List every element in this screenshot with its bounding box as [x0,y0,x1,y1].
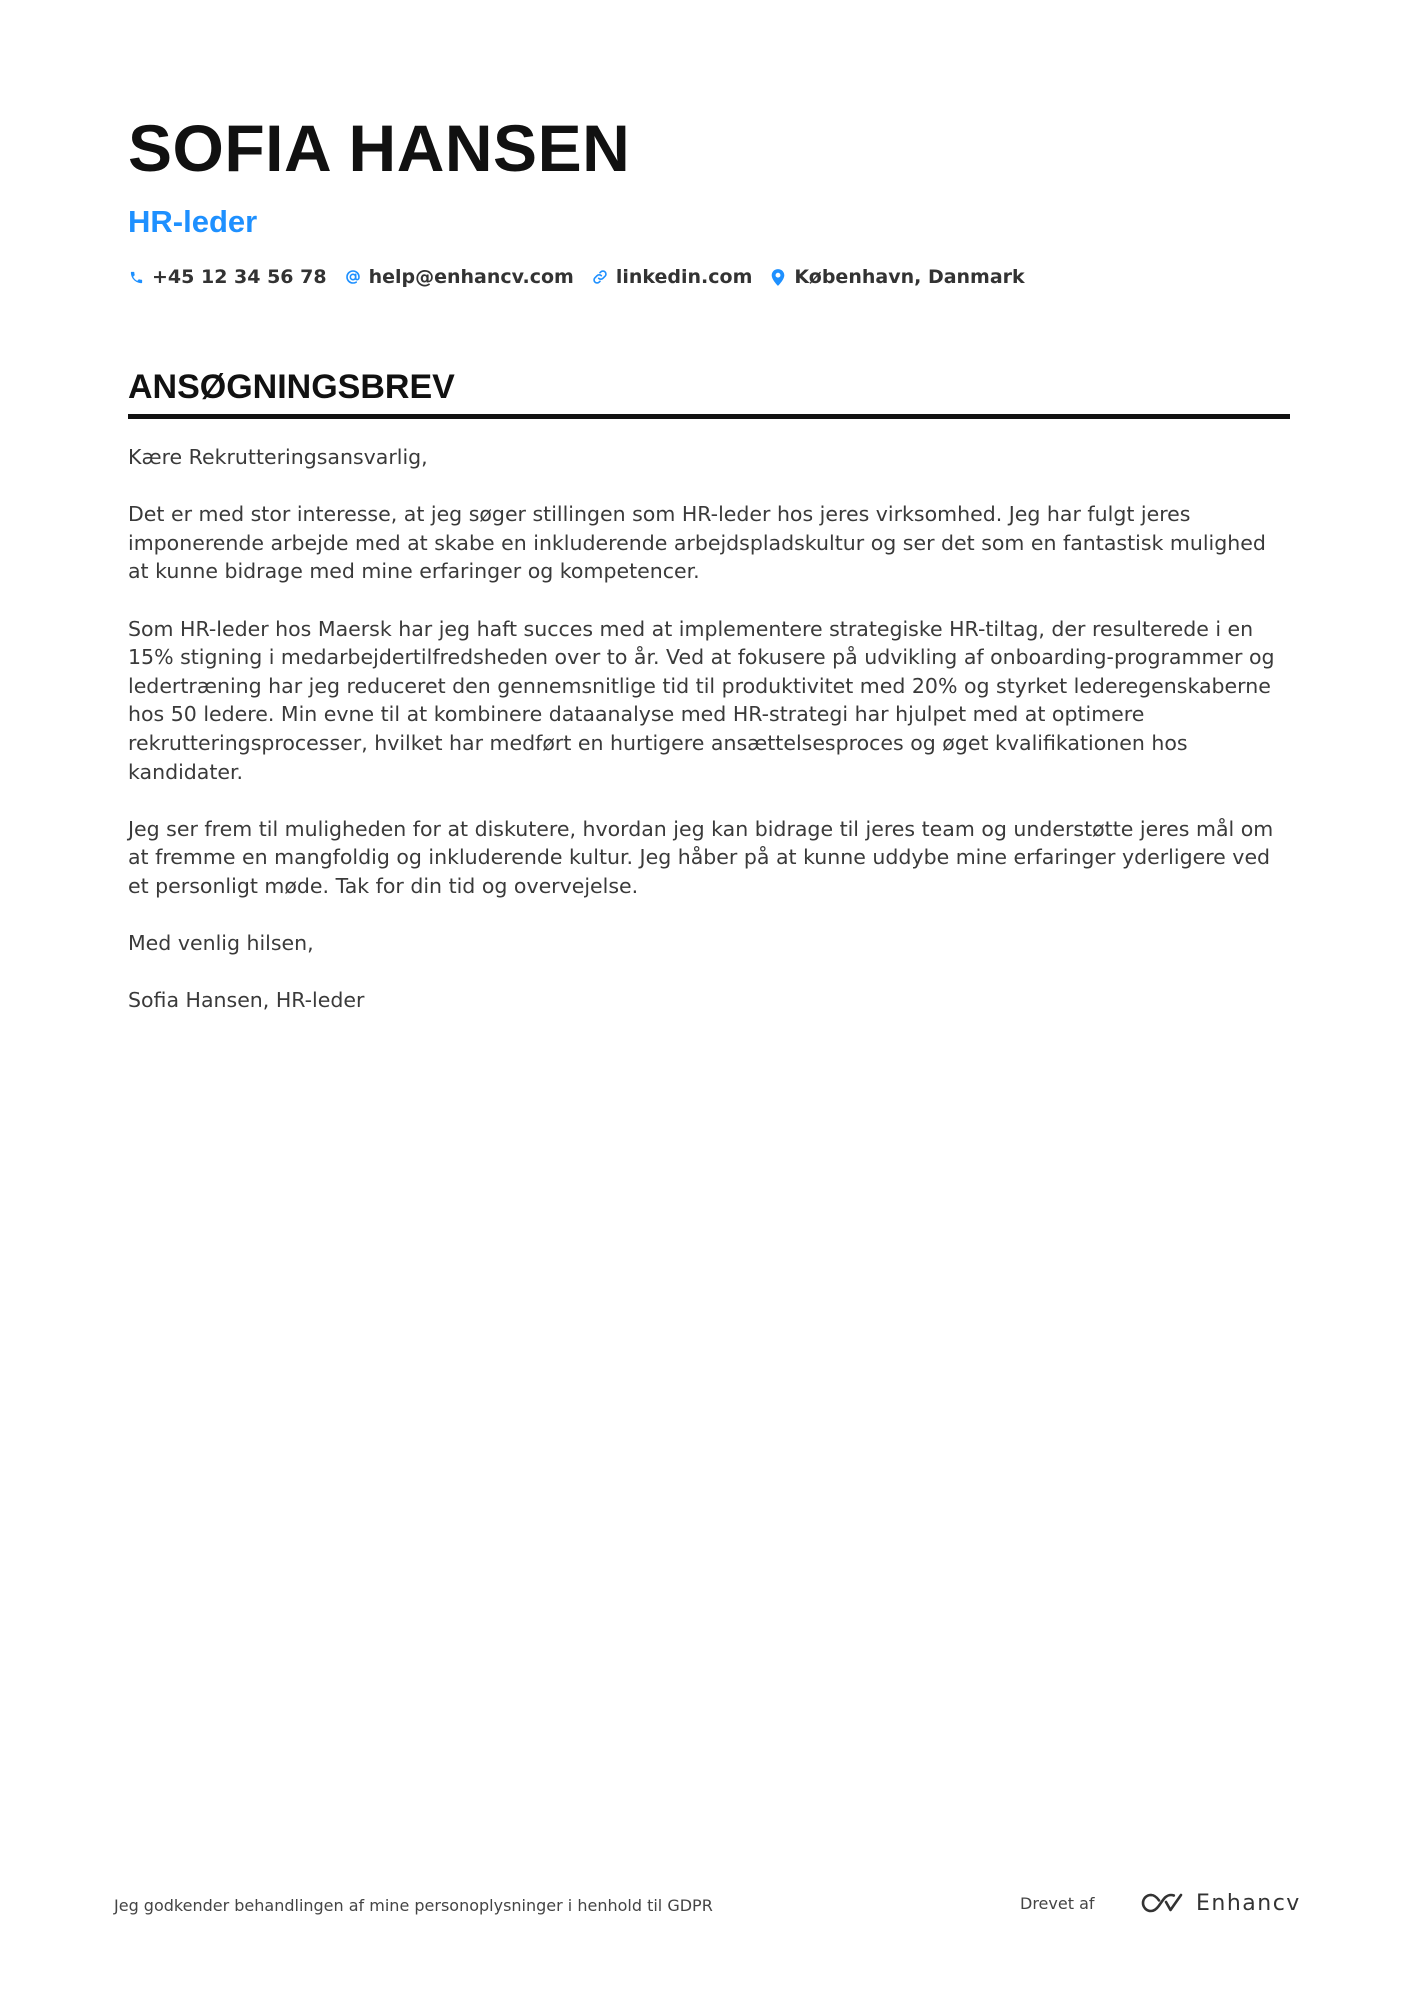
cover-letter-section [128,366,1290,1043]
contact-link[interactable] [592,266,753,288]
letter-closing: Med venlig hilsen, [128,931,314,956]
contact-location [770,266,1024,288]
enhancv-logo-icon [1138,1890,1186,1916]
letter-body [128,443,1290,1015]
section-title: ANSØGNINGSBREV [128,368,455,406]
link-icon [592,268,608,286]
phone-icon [128,268,144,286]
contact-bar [128,266,1288,288]
location-text: København, Danmark [794,266,1025,288]
applicant-name: SOFIA HANSEN [128,111,631,185]
letter-signature: Sofia Hansen, HR-leder [128,988,365,1013]
phone-text: +45 12 34 56 78 [152,266,327,288]
brand-name: Enhancv [1196,1890,1301,1916]
letter-greeting: Kære Rekrutteringsansvarlig, [128,445,428,469]
job-title: HR-leder [128,204,258,239]
link-text[interactable]: linkedin.com [615,266,753,288]
location-pin-icon [770,268,786,286]
footer [114,1890,1301,1930]
gdpr-consent-text: Jeg godkender behandlingen af mine personoplysninger i henhold til GDPR [114,1896,713,1915]
brand-link[interactable] [1138,1890,1301,1916]
section-divider [128,414,1290,419]
letter-paragraph: Jeg ser frem til muligheden for at diskutere, hvordan jeg kan bidrage til jeres team og understøtte jeres mål om at fremme en mangfoldig og inkluderende kultur. Jeg håber på at kunne uddybe mine erfaringer yderligere ved et personligt møde. Tak for din tid og overvejelse. [128,816,1274,898]
at-icon [345,268,361,286]
contact-phone [128,266,327,288]
letter-paragraph: Det er med stor interesse, at jeg søger stillingen som HR-leder hos jeres virksomhed. Jeg har fulgt jeres imponerende arbejde med at skabe en inkluderende arbejdspladskultur og ser det som en fantastisk mulighed at kunne bidrage med mine erfaringer og kompetencer. [128,502,1266,584]
letter-paragraph: Som HR-leder hos Maersk har jeg haft succes med at implementere strategiske HR-tiltag, der resulterede i en 15% stigning i medarbejdertilfredsheden over to år. Ved at fokusere på udvikling af onboarding-programmer og ledertræning har jeg reduceret den gennemsnitlige tid til produktivitet med 20% og styrket lederegenskaberne hos 50 ledere. Min evne til at kombinere dataanalyse med HR-strategi har hjulpet med at optimere rekrutteringsprocesser, hvilket har medført en hurtigere ansættelsesproces og øget kvalifikationen hos kandidater. [128,616,1275,784]
contact-email[interactable] [345,266,574,288]
powered-by-label: Drevet af [1020,1894,1095,1913]
header [128,108,1288,288]
email-text[interactable]: help@enhancv.com [368,266,574,288]
